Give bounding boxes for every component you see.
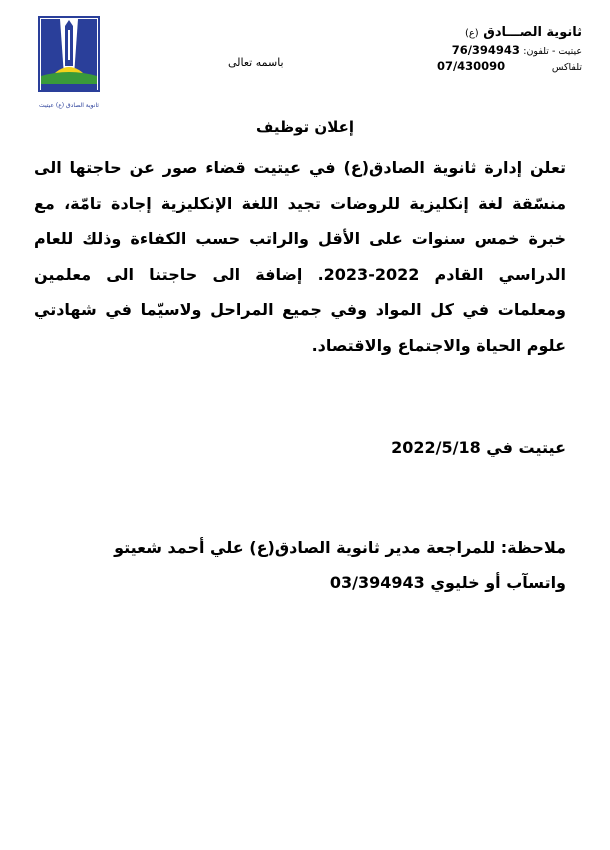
school-logo bbox=[38, 16, 100, 109]
school-header bbox=[382, 24, 582, 75]
phone-label: عيتيت - تلفون: bbox=[523, 46, 582, 57]
fax-row bbox=[382, 59, 582, 75]
note-line-2: واتسآب أو خليوي 03/394943 bbox=[329, 573, 566, 592]
school-name bbox=[382, 24, 582, 43]
logo-caption: ثانوية الصادق (ع) عيتيت bbox=[39, 102, 99, 109]
phone-row bbox=[382, 43, 582, 59]
phone-number: 76/394943 bbox=[451, 43, 520, 57]
fax-number: 07/430090 bbox=[436, 59, 506, 73]
school-name-text: ثانوية الصـــادق bbox=[483, 25, 582, 40]
announcement-body-text: تعلن إدارة ثانوية الصادق(ع) في عيتيت قضاء صور عن حاجتها الى منسّقة لغة إنكليزية للروضات تجيد اللغة الإنكليزية إجادة تامّة، مع خبرة خمس سنوات على الأقل والراتب حسب الكفاءة وذلك للعام الدراسي القادم 2022-2023. إضافة الى حاجتنا الى معلمين ومعلمات في كل المواد وفي جميع المراحل ولاسيّما في شهادتي علوم الحياة والاجتماع والاقتصاد. bbox=[34, 158, 566, 355]
note-line-1: ملاحظة: للمراجعة مدير ثانوية الصادق(ع) علي أحمد شعيتو bbox=[114, 538, 566, 557]
school-name-mark: (ع) bbox=[464, 28, 479, 39]
basmala: باسمه تعالى bbox=[228, 56, 284, 69]
school-emblem-icon bbox=[38, 16, 100, 102]
announcement-body bbox=[34, 150, 566, 363]
announcement-date: عيتيت في 2022/5/18 bbox=[391, 438, 566, 457]
announcement-title: إعلان توظيف bbox=[256, 118, 354, 136]
announcement-note bbox=[34, 530, 566, 600]
fax-label: تلفاكس bbox=[551, 62, 582, 73]
